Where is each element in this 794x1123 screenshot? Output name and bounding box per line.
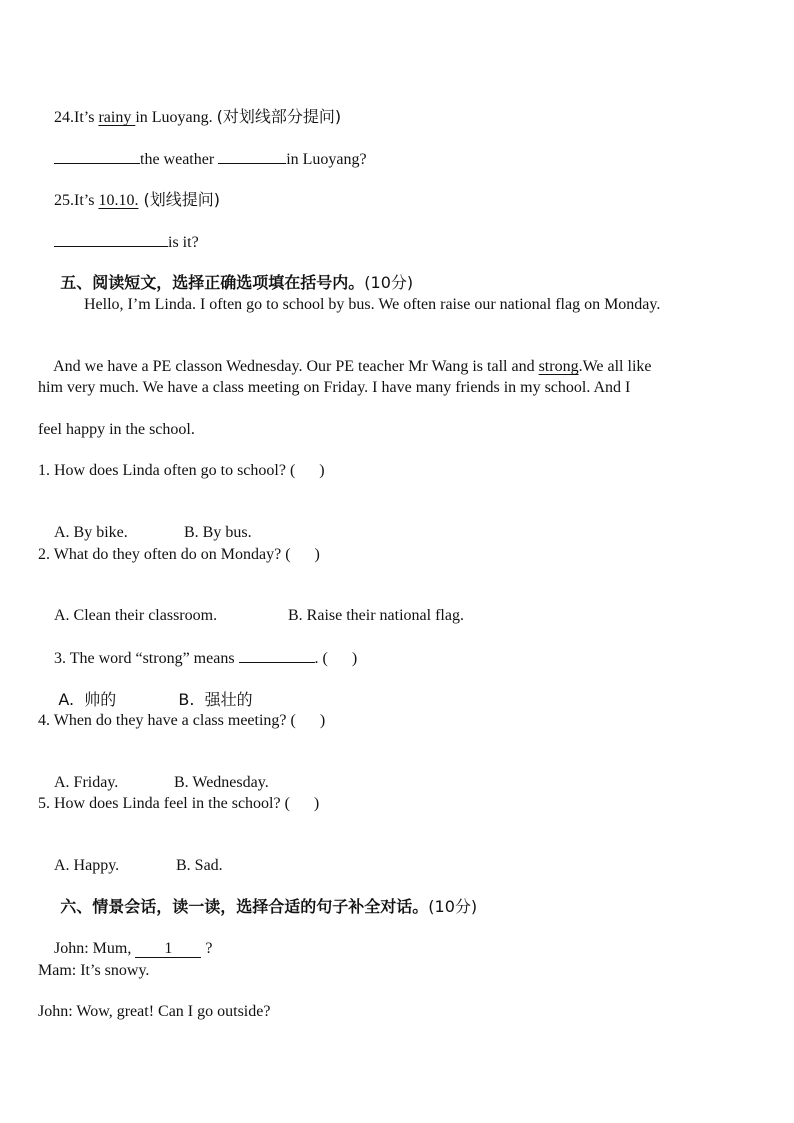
option-b[interactable]: B. Raise their national flag.	[288, 607, 464, 624]
dialogue-blank-1[interactable]: 1	[135, 941, 201, 958]
underlined-word: strong	[538, 358, 579, 375]
option-a[interactable]: A. Clean their classroom.	[54, 607, 218, 624]
answer-blank[interactable]	[218, 149, 286, 164]
section-5-heading: 五、阅读短文，选择正确选项填在括号内。(10分)	[60, 273, 414, 292]
option-b[interactable]: B. Sad.	[176, 857, 223, 874]
passage-line: feel happy in the school.	[38, 421, 195, 438]
option-a[interactable]: A. Happy.	[54, 857, 120, 874]
passage-line: Hello, I’m Linda. I often go to school by bus. We often raise our national flag on Monday.	[84, 296, 661, 313]
dialogue-line: Mam: It’s snowy.	[38, 962, 150, 979]
passage-line: him very much. We have a class meeting on Friday. I have many friends in my school. And I	[38, 379, 631, 396]
underlined-word: 10.10.	[98, 192, 139, 209]
option-a[interactable]: A. Friday.	[54, 774, 119, 791]
answer-line-25: is it?	[38, 212, 199, 273]
reading-question-1: 1. How does Linda often go to school? ( )	[38, 462, 325, 479]
reading-question-3: 3. The word “strong” means . ( )	[54, 650, 358, 667]
answer-blank[interactable]	[54, 232, 168, 247]
option-b[interactable]: B. Wednesday.	[174, 774, 269, 791]
option-a[interactable]: A. By bike.	[54, 524, 128, 541]
instruction: (划线提问)	[138, 190, 221, 209]
passage-line: And we have a PE classon Wednesday. Our PE teacher Mr Wang is tall and strong.We all like	[53, 358, 652, 375]
section-6-heading: 六、情景会话，读一读，选择合适的句子补全对话。(10分)	[60, 897, 478, 916]
answer-blank[interactable]	[54, 149, 140, 164]
question-24: 24.It’s rainy in Luoyang. (对划线部分提问)	[54, 107, 342, 126]
answer-line-24: the weather in Luoyang?	[38, 129, 367, 190]
question-number: 25.	[54, 192, 74, 209]
reading-question-2: 2. What do they often do on Monday? ( )	[38, 546, 320, 563]
reading-question-4: 4. When do they have a class meeting? ( )	[38, 712, 326, 729]
question-25: 25.It’s 10.10. (划线提问)	[54, 190, 221, 209]
reading-question-5: 5. How does Linda feel in the school? ( )	[38, 795, 320, 812]
question-number: 24.	[54, 109, 74, 126]
option-b[interactable]: B. By bus.	[184, 524, 252, 541]
dialogue-line: John: Wow, great! Can I go outside?	[38, 1003, 271, 1020]
instruction: (对划线部分提问)	[216, 107, 342, 126]
answer-blank[interactable]	[239, 648, 315, 663]
underlined-word: rainy	[98, 109, 136, 126]
option-b[interactable]: B. 强壮的	[178, 690, 253, 709]
option-a[interactable]: A. 帅的	[58, 690, 117, 709]
dialogue-line: John: Mum, 1 ?	[54, 940, 213, 957]
